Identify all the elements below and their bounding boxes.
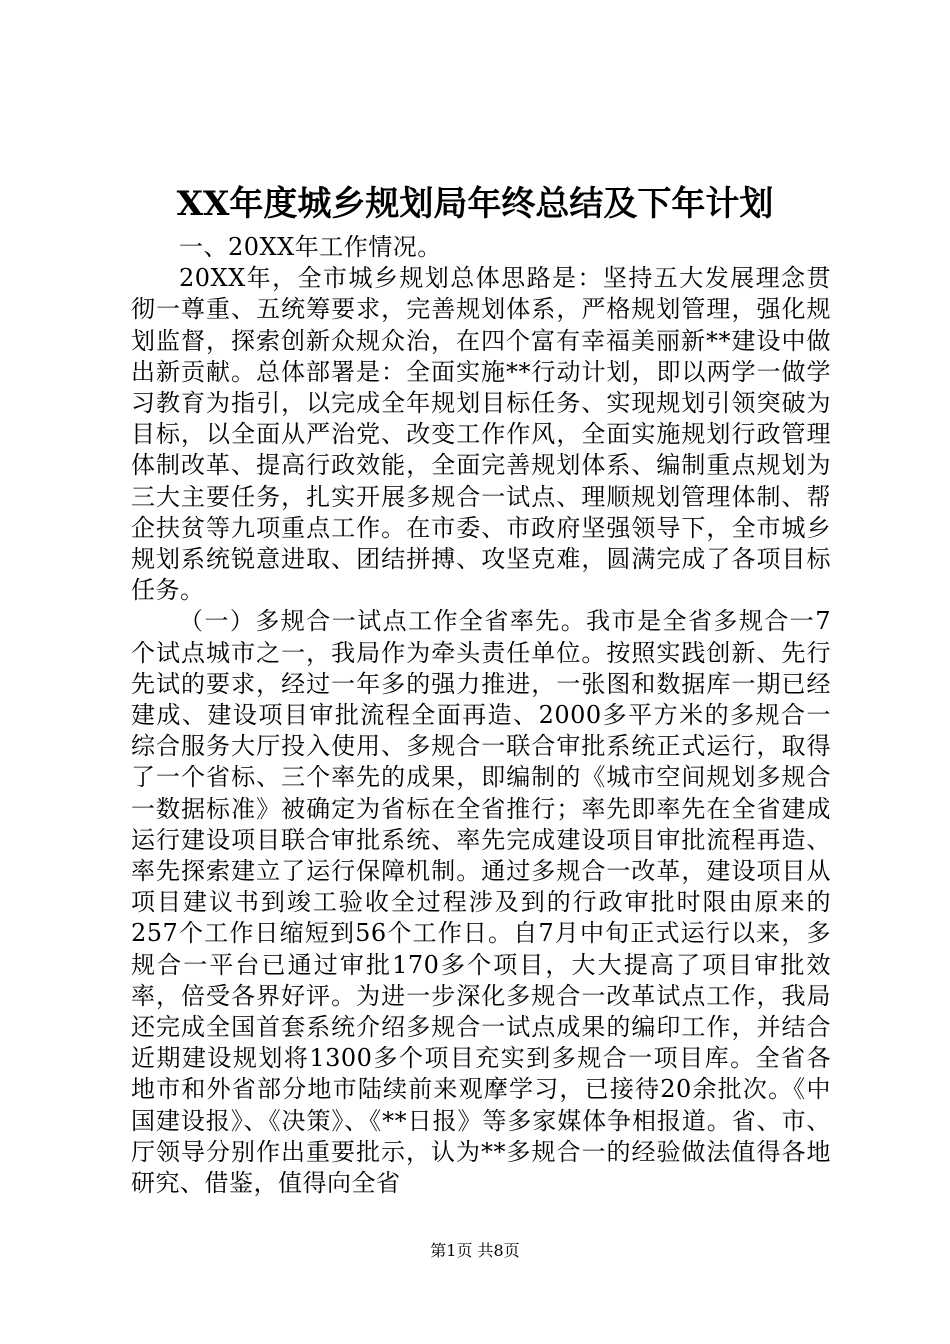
page-footer: 第1页 共8页 xyxy=(430,1241,520,1260)
body-paragraph: （一）多规合一试点工作全省率先。我市是全省多规合一7个试点城市之一，我局作为牵头责任单位。按照实践创新、先行先试的要求，经过一年多的强力推进，一张图和数据库一期已经建成、建设项目审批流程全面再造、2000多平方米的多规合一综合服务大厅投入使用、多规合一联合审批系统正式运行，取得了一个省标、三个率先的成果，即编制的《城市空间规划多规合一数据标准》被确定为省标在全省推行；率先即率先在全省建成运行建设项目联合审批系统、率先完成建设项目审批流程再造、率先探索建立了运行保障机制。通过多规合一改革，建设项目从项目建议书到竣工验收全过程涉及到的行政审批时限由原来的257个工作日缩短到56个工作日。自7月中旬正式运行以来，多规合一平台已通过审批170多个项目，大大提高了项目审批效率，倍受各界好评。为进一步深化多规合一改革试点工作，我局还完成全国首套系统介绍多规合一试点成果的编印工作，并结合近期建设规划将1300多个项目充实到多规合一项目库。全省各地市和外省部分地市陆续前来观摩学习，已接待20余批次。《中国建设报》、《决策》、《**日报》等多家媒体争相报道。省、市、厅领导分别作出重要批示，认为**多规合一的经验做法值得各地研究、借鉴，值得向全省 xyxy=(131,607,831,1198)
document-body xyxy=(131,232,831,1199)
body-paragraph: 20XX年，全市城乡规划总体思路是：坚持五大发展理念贯彻一尊重、五统筹要求，完善规划体系，严格规划管理，强化规划监督，探索创新众规众治，在四个富有幸福美丽新**建设中做出新贡献。总体部署是：全面实施**行动计划，即以两学一做学习教育为指引，以完成全年规划目标任务、实现规划引领突破为目标，以全面从严治党、改变工作作风，全面实施规划行政管理体制改革、提高行政效能，全面完善规划体系、编制重点规划为三大主要任务，扎实开展多规合一试点、理顺规划管理体制、帮企扶贫等九项重点工作。在市委、市政府坚强领导下，全市城乡规划系统锐意进取、团结拼搏、攻坚克难，圆满完成了各项目标任务。 xyxy=(131,264,831,605)
document-title: XX年度城乡规划局年终总结及下年计划 xyxy=(176,184,774,224)
section-heading: 一、20XX年工作情况。 xyxy=(179,233,442,261)
